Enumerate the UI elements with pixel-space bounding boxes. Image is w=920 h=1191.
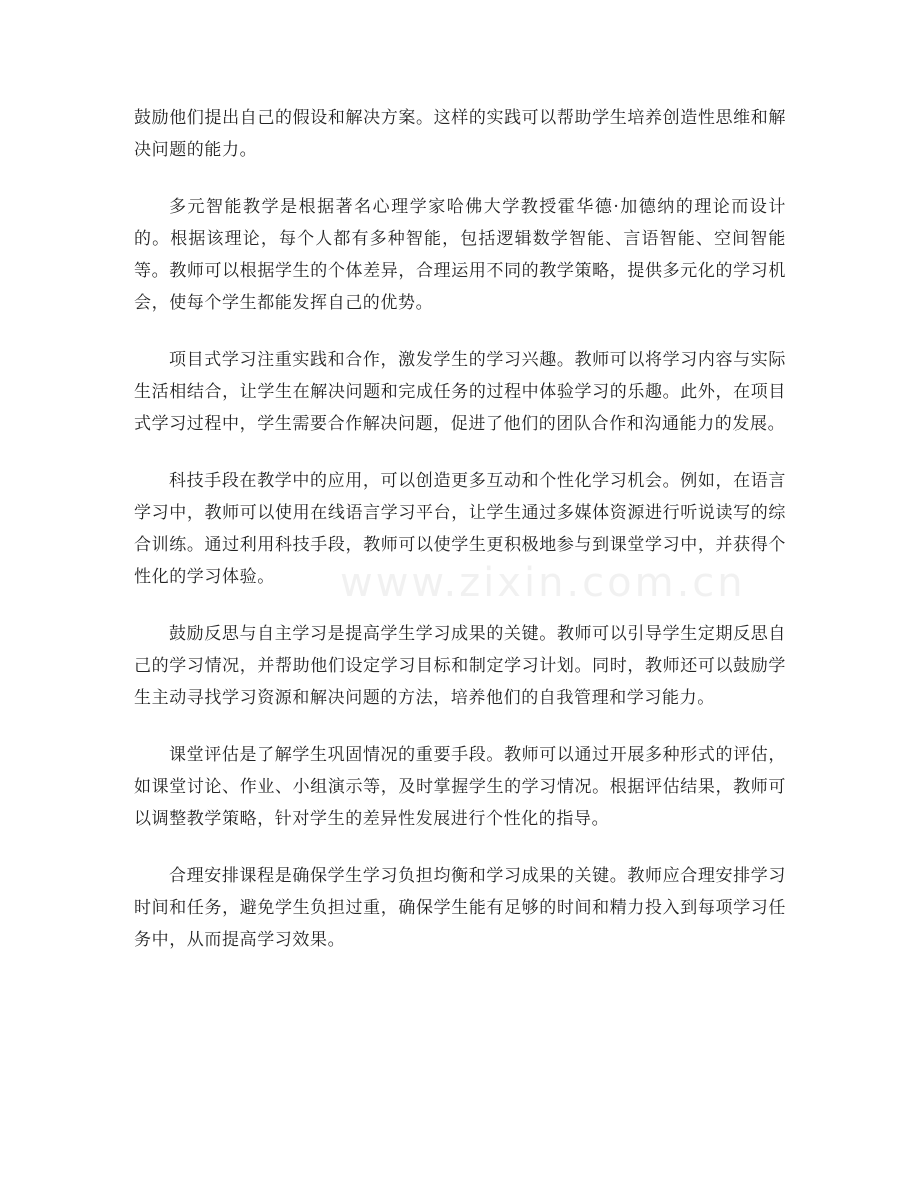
paragraph-multiple-intelligences: 多元智能教学是根据著名心理学家哈佛大学教授霍华德·加德纳的理论而设计的。根据该理论，每个人都有多种智能，包括逻辑数学智能、言语智能、空间智能等。教师可以根据学生的个体差异，合理运用不同的教学策略，提供多元化的学习机会，使每个学生都能发挥自己的优势。 — [134, 197, 786, 313]
document-body — [134, 102, 786, 981]
paragraph-continuation: 鼓励他们提出自己的假设和解决方案。这样的实践可以帮助学生培养创造性思维和解决问题的能力。 — [134, 108, 786, 160]
paragraph-reflection: 鼓励反思与自主学习是提高学生学习成果的关键。教师可以引导学生定期反思自己的学习情况，并帮助他们设定学习目标和制定学习计划。同时，教师还可以鼓励学生主动寻找学习资源和解决问题的方法，培养他们的自我管理和学习能力。 — [134, 624, 786, 708]
paragraph-curriculum: 合理安排课程是确保学生学习负担均衡和学习成果的关键。教师应合理安排学习时间和任务，避免学生负担过重，确保学生能有足够的时间和精力投入到每项学习任务中，从而提高学习效果。 — [134, 866, 786, 950]
paragraph-technology: 科技手段在教学中的应用，可以创造更多互动和个性化学习机会。例如，在语言学习中，教师可以使用在线语言学习平台，让学生通过多媒体资源进行听说读写的综合训练。通过利用科技手段，教师可以使学生更积极地参与到课堂学习中，并获得个性化的学习体验。 — [134, 471, 786, 587]
paragraph-project-learning: 项目式学习注重实践和合作，激发学生的学习兴趣。教师可以将学习内容与实际生活相结合，让学生在解决问题和完成任务的过程中体验学习的乐趣。此外，在项目式学习过程中，学生需要合作解决问题，促进了他们的团队合作和沟通能力的发展。 — [134, 350, 786, 434]
watermark: www.zixin.com.cn — [340, 560, 746, 606]
paragraph-assessment: 课堂评估是了解学生巩固情况的重要手段。教师可以通过开展多种形式的评估，如课堂讨论、作业、小组演示等，及时掌握学生的学习情况。根据评估结果，教师可以调整教学策略，针对学生的差异性发展进行个性化的指导。 — [134, 745, 786, 829]
